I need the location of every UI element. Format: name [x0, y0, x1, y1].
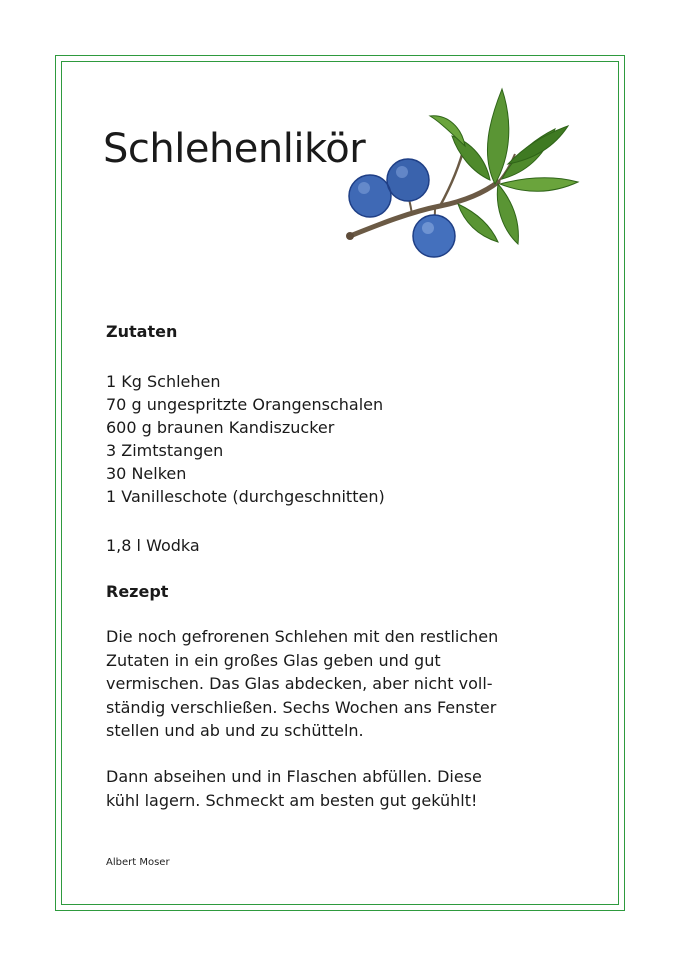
ingredient-item: 30 Nelken — [106, 464, 187, 483]
ingredient-item: 1 Kg Schlehen — [106, 372, 221, 391]
author-name: Albert Moser — [106, 857, 170, 868]
recipe-paragraph-1 — [106, 625, 576, 743]
recipe-line: vermischen. Das Glas abdecken, aber nicht voll- — [106, 674, 493, 693]
recipe-line: Die noch gefrorenen Schlehen mit den restlichen — [106, 627, 499, 646]
recipe-heading: Rezept — [106, 582, 169, 601]
ingredient-item: 3 Zimtstangen — [106, 441, 224, 460]
sloe-branch-icon — [340, 84, 580, 264]
recipe-line: stellen und ab und zu schütteln. — [106, 721, 364, 740]
vodka-amount: 1,8 l Wodka — [106, 536, 200, 555]
ingredient-item: 70 g ungespritzte Orangenschalen — [106, 395, 384, 414]
recipe-line: ständig verschließen. Sechs Wochen ans Fenster — [106, 697, 497, 717]
ingredient-item: 1 Vanilleschote (durchgeschnitten) — [106, 487, 385, 506]
recipe-line: Zutaten in ein großes Glas geben und gut — [106, 650, 441, 670]
leaves — [430, 89, 578, 244]
ingredients-list — [106, 370, 385, 508]
recipe-line: kühl lagern. Schmeckt am besten gut gekühlt! — [106, 790, 478, 810]
recipe-line: Dann abseihen und in Flaschen abfüllen. Diese — [106, 767, 482, 786]
recipe-paragraph-2 — [106, 765, 576, 812]
ingredient-item: 600 g braunen Kandiszucker — [106, 418, 335, 437]
page-title: Schlehenlikör — [103, 126, 366, 172]
ingredients-heading: Zutaten — [106, 322, 178, 341]
